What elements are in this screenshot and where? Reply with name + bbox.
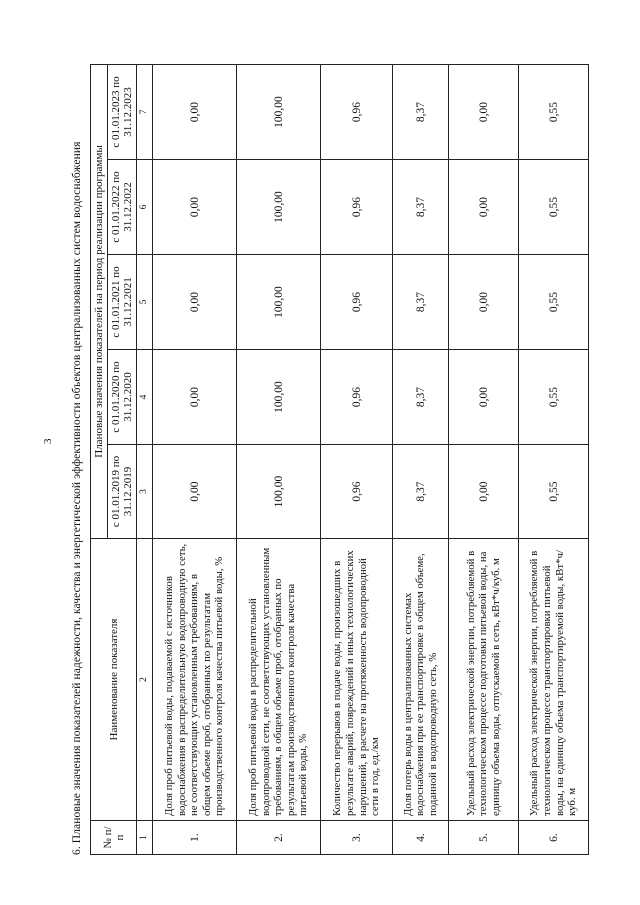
indicator-value: 0,96 [321, 255, 393, 350]
indicator-value: 8,37 [393, 445, 449, 539]
column-number: 4 [137, 350, 153, 445]
indicator-value: 0,00 [449, 64, 519, 159]
page-number: 3 [42, 438, 54, 444]
row-number: 5. [449, 821, 519, 855]
indicator-value: 0,55 [519, 64, 589, 159]
table-row [153, 64, 237, 854]
table-row [449, 64, 519, 854]
indicator-value: 100,00 [237, 64, 321, 159]
header-row-column-numbers [137, 64, 153, 854]
indicator-value: 0,96 [321, 350, 393, 445]
row-number: 6. [519, 821, 589, 855]
indicator-value: 0,55 [519, 445, 589, 539]
row-number: 1. [153, 821, 237, 855]
row-number: 4. [393, 821, 449, 855]
column-number: 7 [137, 64, 153, 159]
header-period: с 01.01.2021 по 31.12.2021 [108, 255, 137, 350]
indicator-value: 100,00 [237, 160, 321, 255]
indicator-value: 0,55 [519, 255, 589, 350]
header-period: с 01.01.2020 по 31.12.2020 [108, 350, 137, 445]
indicator-value: 8,37 [393, 160, 449, 255]
column-number: 3 [137, 445, 153, 539]
indicator-value: 0,55 [519, 160, 589, 255]
table-row [237, 64, 321, 854]
indicators-table [90, 64, 589, 855]
indicator-value: 100,00 [237, 350, 321, 445]
indicator-value: 0,00 [153, 445, 237, 539]
indicator-name: Количество перерывов в подаче воды, произошедших в результате аварий, повреждений и иных технологических нарушений, в расчете на протяженность водопроводной сети в год, ед./км [321, 539, 393, 821]
indicator-value: 0,96 [321, 64, 393, 159]
header-row-group [91, 64, 108, 854]
row-number: 3. [321, 821, 393, 855]
table-row [519, 64, 589, 854]
row-number: 2. [237, 821, 321, 855]
indicator-value: 0,00 [153, 160, 237, 255]
indicator-value: 0,55 [519, 350, 589, 445]
column-number: 5 [137, 255, 153, 350]
rotated-page-content [70, 65, 590, 855]
indicator-value: 0,00 [449, 255, 519, 350]
indicator-value: 0,00 [449, 350, 519, 445]
indicator-value: 0,96 [321, 445, 393, 539]
header-period: с 01.01.2022 по 31.12.2022 [108, 160, 137, 255]
indicator-value: 0,96 [321, 160, 393, 255]
indicator-value: 8,37 [393, 64, 449, 159]
indicator-value: 0,00 [449, 160, 519, 255]
header-col-name: Наименование показателя [91, 539, 137, 821]
indicator-value: 0,00 [153, 64, 237, 159]
header-period: с 01.01.2023 по 31.12.2023 [108, 64, 137, 159]
section-heading: 6. Плановые значения показателей надежности, качества и энергетической эффективности объектов централизованных систем водоснабжения [71, 141, 83, 855]
table-row [321, 64, 393, 854]
indicator-name: Доля потерь воды в централизованных системах водоснабжения при ее транспортировке в общем объеме, поданной в водопроводную сеть, % [393, 539, 449, 821]
indicator-value: 0,00 [153, 350, 237, 445]
indicator-value: 8,37 [393, 255, 449, 350]
header-plan-group: Плановые значения показателей на период реализации программы [91, 64, 108, 538]
indicator-name: Удельный расход электрической энергии, потребляемой в технологическом процессе транспортировки питьевой воды, на единицу объема транспортируемой воды, кВт*ч/куб. м [519, 539, 589, 821]
indicator-value: 8,37 [393, 350, 449, 445]
indicator-name: Удельный расход электрической энергии, потребляемой в технологическом процессе подготовки питьевой воды, на единицу объема воды, отпускаемой в сеть, кВт*ч/куб. м [449, 539, 519, 821]
column-number: 6 [137, 160, 153, 255]
column-number: 1 [137, 821, 153, 855]
column-number: 2 [137, 539, 153, 821]
indicator-value: 100,00 [237, 255, 321, 350]
indicator-name: Доля проб питьевой воды, подаваемой с источников водоснабжения в распределительную водопроводную сеть, не соответствующих установленным требованиям, в общем объеме проб, отобранных по результатам производственного контроля качества питьевой воды, % [153, 539, 237, 821]
header-col-no: № п/п [91, 821, 137, 855]
table-row [393, 64, 449, 854]
indicator-value: 0,00 [153, 255, 237, 350]
indicator-value: 0,00 [449, 445, 519, 539]
indicator-value: 100,00 [237, 445, 321, 539]
indicator-name: Доля проб питьевой воды в распределительной водопроводной сети, не соответствующих установленным требованиям, в общем объеме проб, отобранных по результатам производственного контроля качества питьевой воды, % [237, 539, 321, 821]
header-period: с 01.01.2019 по 31.12.2019 [108, 445, 137, 539]
